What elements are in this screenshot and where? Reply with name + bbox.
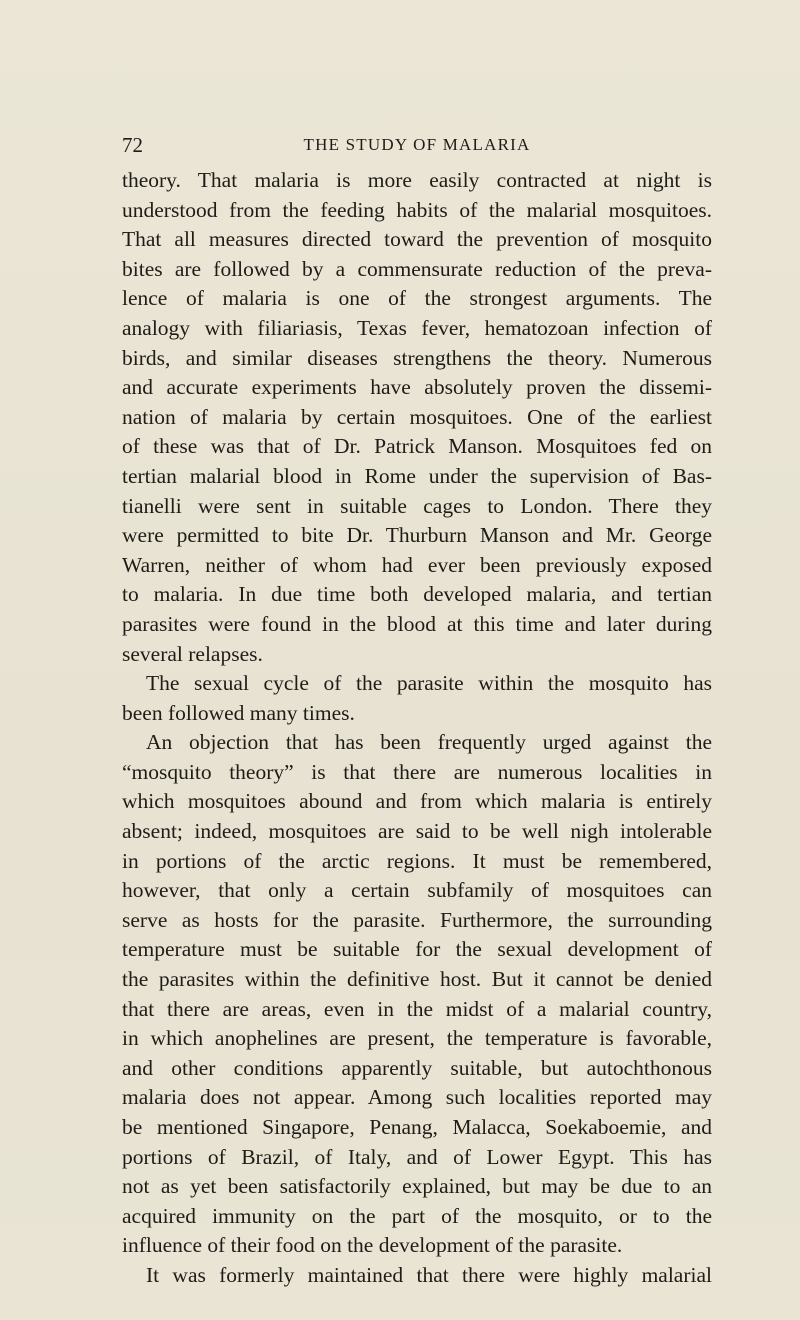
text-line: understood from the feeding habits of the malarial mosquitoes.	[122, 197, 712, 222]
text-line: birds, and similar diseases strengthens the theory. Numerous	[122, 345, 712, 370]
text-line: were permitted to bite Dr. Thurburn Manson and Mr. George	[122, 523, 712, 548]
text-line: An objection that has been frequently urged against the	[146, 730, 712, 755]
text-line: The sexual cycle of the parasite within the mosquito has	[146, 671, 712, 696]
text-line: acquired immunity on the part of the mosquito, or to the	[122, 1203, 712, 1228]
text-line: in which anophelines are present, the temperature is favorable,	[122, 1026, 712, 1051]
text-line: and other conditions apparently suitable, but autochthonous	[122, 1055, 712, 1080]
text-line: to malaria. In due time both developed malaria, and tertian	[122, 582, 712, 607]
text-line: which mosquitoes abound and from which malaria is entirely	[122, 789, 712, 814]
text-line: absent; indeed, mosquitoes are said to be well nigh intolerable	[122, 819, 712, 844]
text-line: and accurate experiments have absolutely proven the dissemi-	[122, 375, 712, 400]
text-line: not as yet been satisfactorily explained, but may be due to an	[122, 1174, 712, 1199]
text-line: That all measures directed toward the prevention of mosquito	[122, 227, 712, 252]
page-header	[122, 132, 712, 158]
text-line: however, that only a certain subfamily of mosquitoes can	[122, 878, 712, 903]
text-line: several relapses.	[122, 641, 263, 666]
text-line: that there are areas, even in the midst of a malarial country,	[122, 996, 712, 1021]
text-line: of these was that of Dr. Patrick Manson. Mosquitoes fed on	[122, 434, 712, 459]
text-line: Warren, neither of whom had ever been previously exposed	[122, 552, 712, 577]
page-number: 72	[122, 133, 143, 157]
body-text	[122, 166, 712, 1291]
text-line: nation of malaria by certain mosquitoes. One of the earliest	[122, 404, 712, 429]
text-line: influence of their food on the development of the parasite.	[122, 1233, 623, 1258]
text-line: analogy with filiariasis, Texas fever, hematozoan infection of	[122, 315, 712, 340]
text-line: portions of Brazil, of Italy, and of Lower Egypt. This has	[122, 1144, 712, 1169]
text-line: tianelli were sent in suitable cages to London. There they	[122, 493, 712, 518]
text-line: parasites were found in the blood at this time and later during	[122, 611, 712, 636]
text-line: be mentioned Singapore, Penang, Malacca, Soekaboemie, and	[122, 1115, 712, 1139]
text-line: in portions of the arctic regions. It must be remembered,	[122, 848, 712, 873]
text-line: malaria does not appear. Among such localities reported may	[122, 1085, 712, 1110]
text-line: serve as hosts for the parasite. Furthermore, the surrounding	[122, 907, 712, 932]
text-line: lence of malaria is one of the strongest arguments. The	[122, 286, 712, 311]
running-head: THE STUDY OF MALARIA	[303, 135, 531, 154]
text-line: the parasites within the definitive host. But it cannot be denied	[122, 967, 712, 992]
text-line: tertian malarial blood in Rome under the supervision of Bas-	[122, 463, 712, 488]
text-line: “mosquito theory” is that there are numerous localities in	[122, 759, 712, 784]
text-line: been followed many times.	[122, 700, 355, 725]
text-line: temperature must be suitable for the sexual development of	[122, 937, 712, 962]
text-line: It was formerly maintained that there were highly malarial	[146, 1262, 712, 1287]
text-line: bites are followed by a commensurate reduction of the preva-	[122, 256, 712, 281]
text-line: theory. That malaria is more easily contracted at night is	[122, 168, 712, 192]
